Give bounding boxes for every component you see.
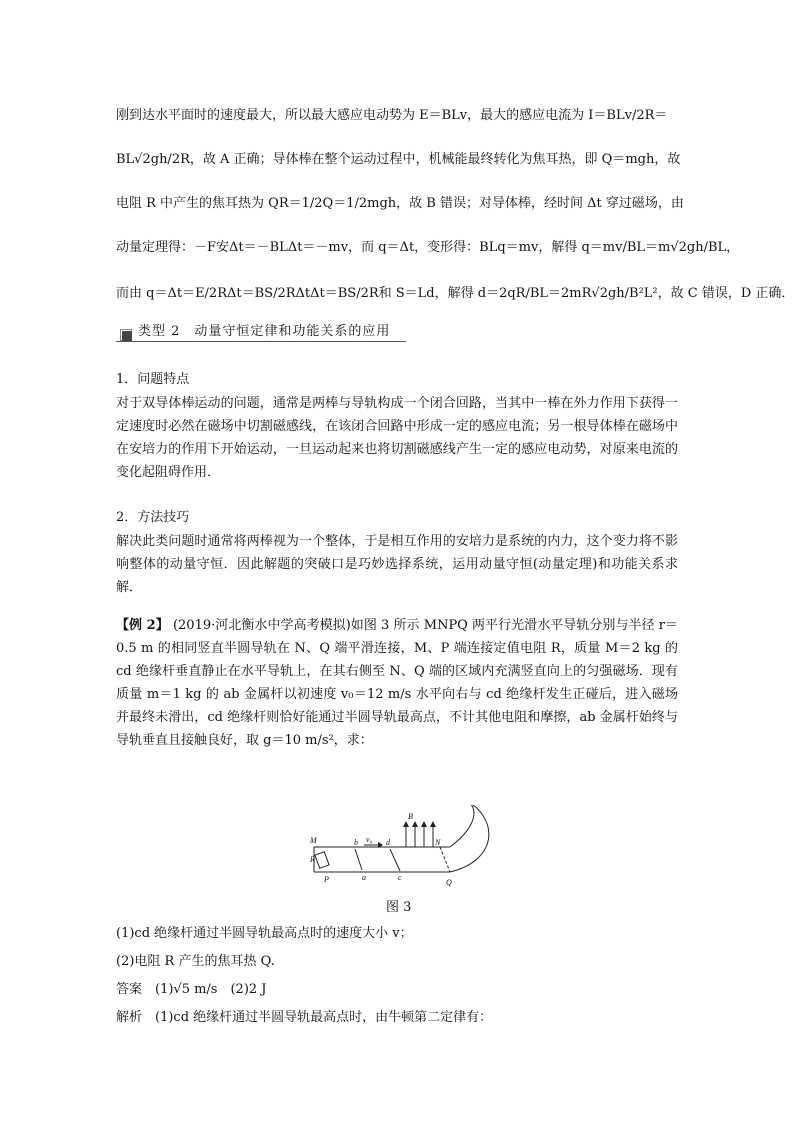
label-b: b	[354, 838, 358, 847]
figure-caption: 图 3	[386, 900, 412, 915]
label-a: a	[362, 873, 366, 882]
label-v0: v₀	[366, 835, 373, 844]
section-icon	[122, 331, 132, 341]
example-paragraph	[116, 614, 678, 752]
figure-rails-diagram	[300, 805, 500, 895]
section-title: 类型 2 动量守恒定律和功能关系的应用	[138, 324, 391, 339]
solution-line-5: 而由 q＝Δt＝E/2RΔt＝BS/2RΔtΔt＝BS/2R和 S＝Ld，解得 d＝2qR/BL＝2mR√2gh/B²L²，故 C 错误，D 正确．	[116, 286, 794, 301]
label-N: N	[435, 838, 441, 847]
solution-line-3: 电阻 R 中产生的焦耳热为 QR＝1/2Q＝1/2mgh，故 B 错误；对导体棒，经时间 Δt 穿过磁场，由	[116, 196, 684, 211]
section-underline	[116, 341, 406, 342]
heading-problem-features: 1．问题特点	[116, 372, 190, 387]
analysis-line: 解析 (1)cd 绝缘杆通过半圆导轨最高点时，由牛顿第二定律有：	[116, 1010, 493, 1025]
label-M: M	[310, 836, 317, 845]
heading-method: 2．方法技巧	[116, 510, 190, 525]
example-text: (2019·河北衡水中学高考模拟)如图 3 所示 MNPQ 两平行光滑水平导轨分别与半径 r＝0.5 m 的相同竖直半圆导轨在 N、Q 端平滑连接，M、P 端连接定值电阻 R，质量 M＝2 kg 的 cd 绝缘杆垂直静止在水平导轨上，在其右侧至 N、Q 端的区域内充满竖直向上的匀强磁场．现有质量 m＝1 kg 的 ab 金属杆以初速度 v₀＝12 m/s 水平向右与 cd 绝缘杆发生正碰后，进入磁场并最终未滑出，cd 绝缘杆则恰好能通过半圆导轨最高点，不计其他电阻和摩擦，ab 金属杆始终与导轨垂直且接触良好，取 g＝10 m/s²，求：	[116, 618, 678, 748]
label-Q: Q	[446, 878, 452, 887]
paragraph-problem-features: 对于双导体棒运动的问题，通常是两棒与导轨构成一个闭合回路，当其中一棒在外力作用下获得一定速度时必然在磁场中切割磁感线，在该闭合回路中形成一定的感应电流；另一根导体棒在磁场中在安培力的作用下开始运动，一旦运动起来也将切割磁感线产生一定的感应电动势，对原来电流的变化起阻碍作用．	[116, 396, 678, 480]
example-tag: 【例 2】	[116, 618, 169, 633]
label-P: P	[324, 875, 329, 884]
label-c: c	[398, 873, 402, 882]
section-header	[116, 318, 406, 342]
answer-line: 答案 (1)√5 m/s (2)2 J	[116, 982, 267, 997]
solution-line-2: BL√2gh/2R，故 A 正确；导体棒在整个运动过程中，机械能最终转化为焦耳热，即 Q＝mgh，故	[116, 152, 681, 167]
label-d: d	[386, 838, 390, 847]
label-B: B	[408, 812, 413, 821]
solution-line-1: 刚到达水平面时的速度最大，所以最大感应电动势为 E＝BLv，最大的感应电流为 I＝BLv/2R＝	[116, 108, 668, 123]
question-2: (2)电阻 R 产生的焦耳热 Q.	[116, 954, 275, 969]
question-1: (1)cd 绝缘杆通过半圆导轨最高点时的速度大小 v；	[116, 926, 413, 941]
solution-line-4: 动量定理得：－F安Δt＝－BLΔt＝－mv，而 q＝Δt，变形得：BLq＝mv，解得 q＝mv/BL＝m√2gh/BL，	[116, 240, 740, 255]
label-R: R	[310, 855, 315, 864]
paragraph-method: 解决此类问题时通常将两棒视为一个整体，于是相互作用的安培力是系统的内力，这个变力将不影响整体的动量守恒．因此解题的突破口是巧妙选择系统，运用动量守恒(动量定理)和功能关系求解．	[116, 534, 678, 595]
